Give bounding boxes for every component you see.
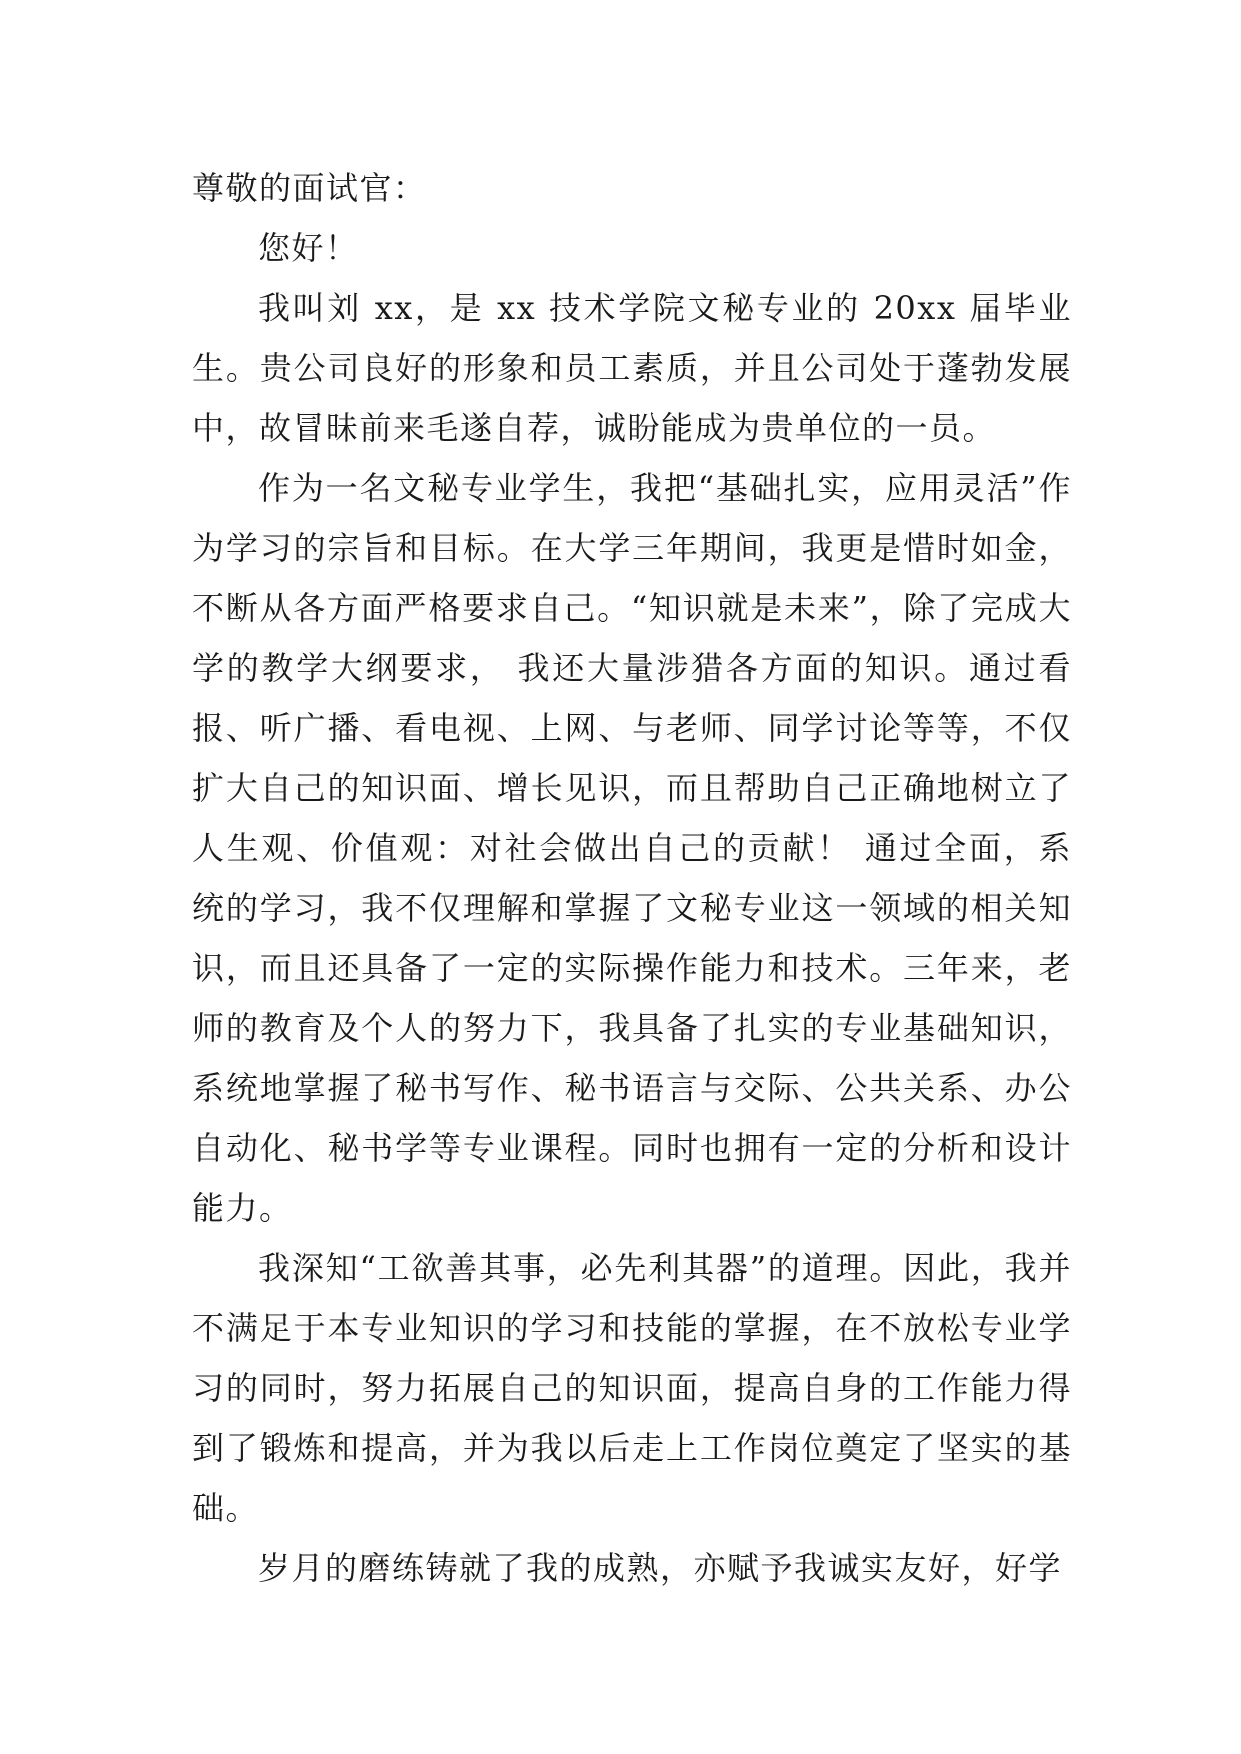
salutation: 尊敬的面试官：	[192, 169, 427, 207]
paragraph-studies: 作为一名文秘专业学生，我把“基础扎实，应用灵活”作为学习的宗旨和目标。在大学三年期间，我更是惜时如金，不断从各方面严格要求自己。“知识就是未来”，除了完成大学的教学大纲要求， 我还大量涉猎各方面的知识。通过看报、听广播、看电视、上网、与老师、同学讨论等等，不仅扩大自己的知识面、增长见识，而且帮助自己正确地树立了人生观、价值观：对社会做出自己的贡献！ 通过全面，系统的学习，我不仅理解和掌握了文秘专业这一领域的相关知识，而且还具备了一定的实际操作能力和技术。三年来，老师的教育及个人的努力下，我具备了扎实的专业基础知识，系统地掌握了秘书写作、秘书语言与交际、公共关系、办公自动化、秘书学等专业课程。同时也拥有一定的分析和设计能力。	[192, 469, 1072, 1227]
paragraph-greeting: 您好！	[258, 229, 359, 267]
paragraph-character: 岁月的磨练铸就了我的成熟，亦赋予我诚实友好，好学	[258, 1549, 1063, 1587]
paragraph-introduction: 我叫刘 xx，是 xx 技术学院文秘专业的 20xx 届毕业生。贵公司良好的形象和员工素质，并且公司处于蓬勃发展中，故冒昧前来毛遂自荐，诚盼能成为贵单位的一员。	[192, 289, 1072, 447]
letter-body	[192, 158, 1072, 1598]
paragraph-skills: 我深知“工欲善其事，必先利其器”的道理。因此，我并不满足于本专业知识的学习和技能的掌握，在不放松专业学习的同时，努力拓展自己的知识面，提高自身的工作能力得到了锻炼和提高，并为我以后走上工作岗位奠定了坚实的基础。	[192, 1249, 1072, 1527]
